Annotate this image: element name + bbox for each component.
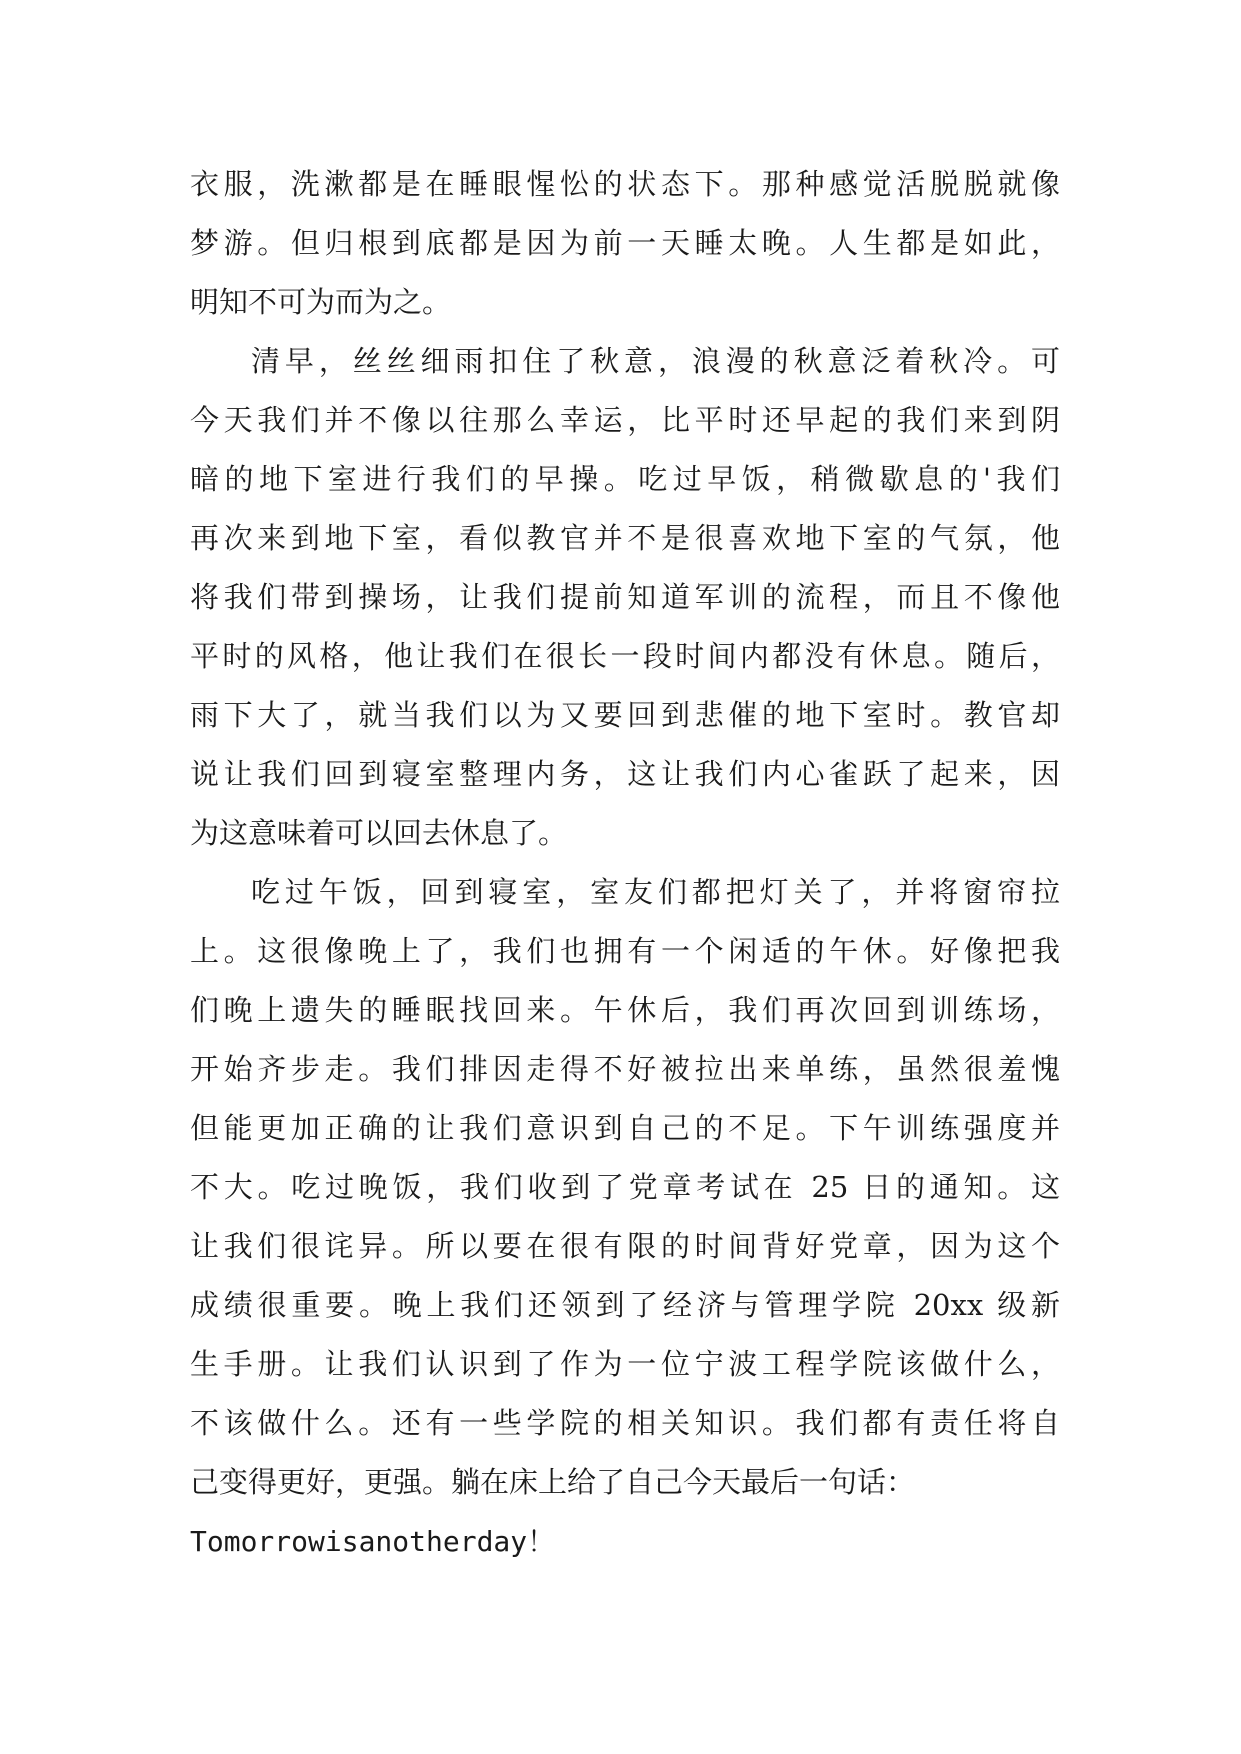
text-line: 平时的风格，他让我们在很长一段时间内都没有休息。随后， [190,639,1060,673]
text-line: 将我们带到操场，让我们提前知道军训的流程，而且不像他 [190,580,1060,614]
text-line: 今天我们并不像以往那么幸运，比平时还早起的我们来到阴 [190,403,1060,437]
text-line: 吃过午饭，回到寝室，室友们都把灯关了，并将窗帘拉 [251,875,1060,909]
text-line: 明知不可为而为之。 [190,285,452,319]
text-line: 梦游。但归根到底都是因为前一天睡太晚。人生都是如此， [190,226,1060,260]
text-line: 雨下大了，就当我们以为又要回到悲催的地下室时。教官却 [190,698,1060,732]
text-line: 不大。吃过晚饭，我们收到了党章考试在 25 日的通知。这 [190,1170,1060,1204]
text-line: 说让我们回到寝室整理内务，这让我们内心雀跃了起来，因 [190,757,1060,791]
text-line: 开始齐步走。我们排因走得不好被拉出来单练，虽然很羞愧 [190,1052,1060,1086]
text-line: 生手册。让我们认识到了作为一位宁波工程学院该做什么， [190,1347,1060,1381]
text-line: 但能更加正确的让我们意识到自己的不足。下午训练强度并 [190,1111,1060,1145]
text-line: 为这意味着可以回去休息了。 [190,816,568,850]
closing-line: Tomorrowisanotherday！ [190,1525,556,1558]
text-line: 己变得更好，更强。躺在床上给了自己今天最后一句话： [190,1465,916,1499]
paragraph-2 [190,332,1060,863]
document-body [190,155,1060,1571]
text-line: 衣服，洗漱都是在睡眼惺忪的状态下。那种感觉活脱脱就像 [190,167,1060,201]
paragraph-1 [190,155,1060,332]
text-line: 成绩很重要。晚上我们还领到了经济与管理学院 20xx 级新 [190,1288,1060,1322]
text-line: 不该做什么。还有一些学院的相关知识。我们都有责任将自 [190,1406,1060,1440]
text-line: 暗的地下室进行我们的早操。吃过早饭，稍微歇息的'我们 [190,462,1060,496]
text-line: 清早，丝丝细雨扣住了秋意，浪漫的秋意泛着秋冷。可 [251,344,1060,378]
text-line: 让我们很诧异。所以要在很有限的时间背好党章，因为这个 [190,1229,1060,1263]
text-line: 再次来到地下室，看似教官并不是很喜欢地下室的气氛，他 [190,521,1060,555]
text-line: 上。这很像晚上了，我们也拥有一个闲适的午休。好像把我 [190,934,1060,968]
text-line: 们晚上遗失的睡眠找回来。午休后，我们再次回到训练场， [190,993,1060,1027]
paragraph-3 [190,863,1060,1571]
